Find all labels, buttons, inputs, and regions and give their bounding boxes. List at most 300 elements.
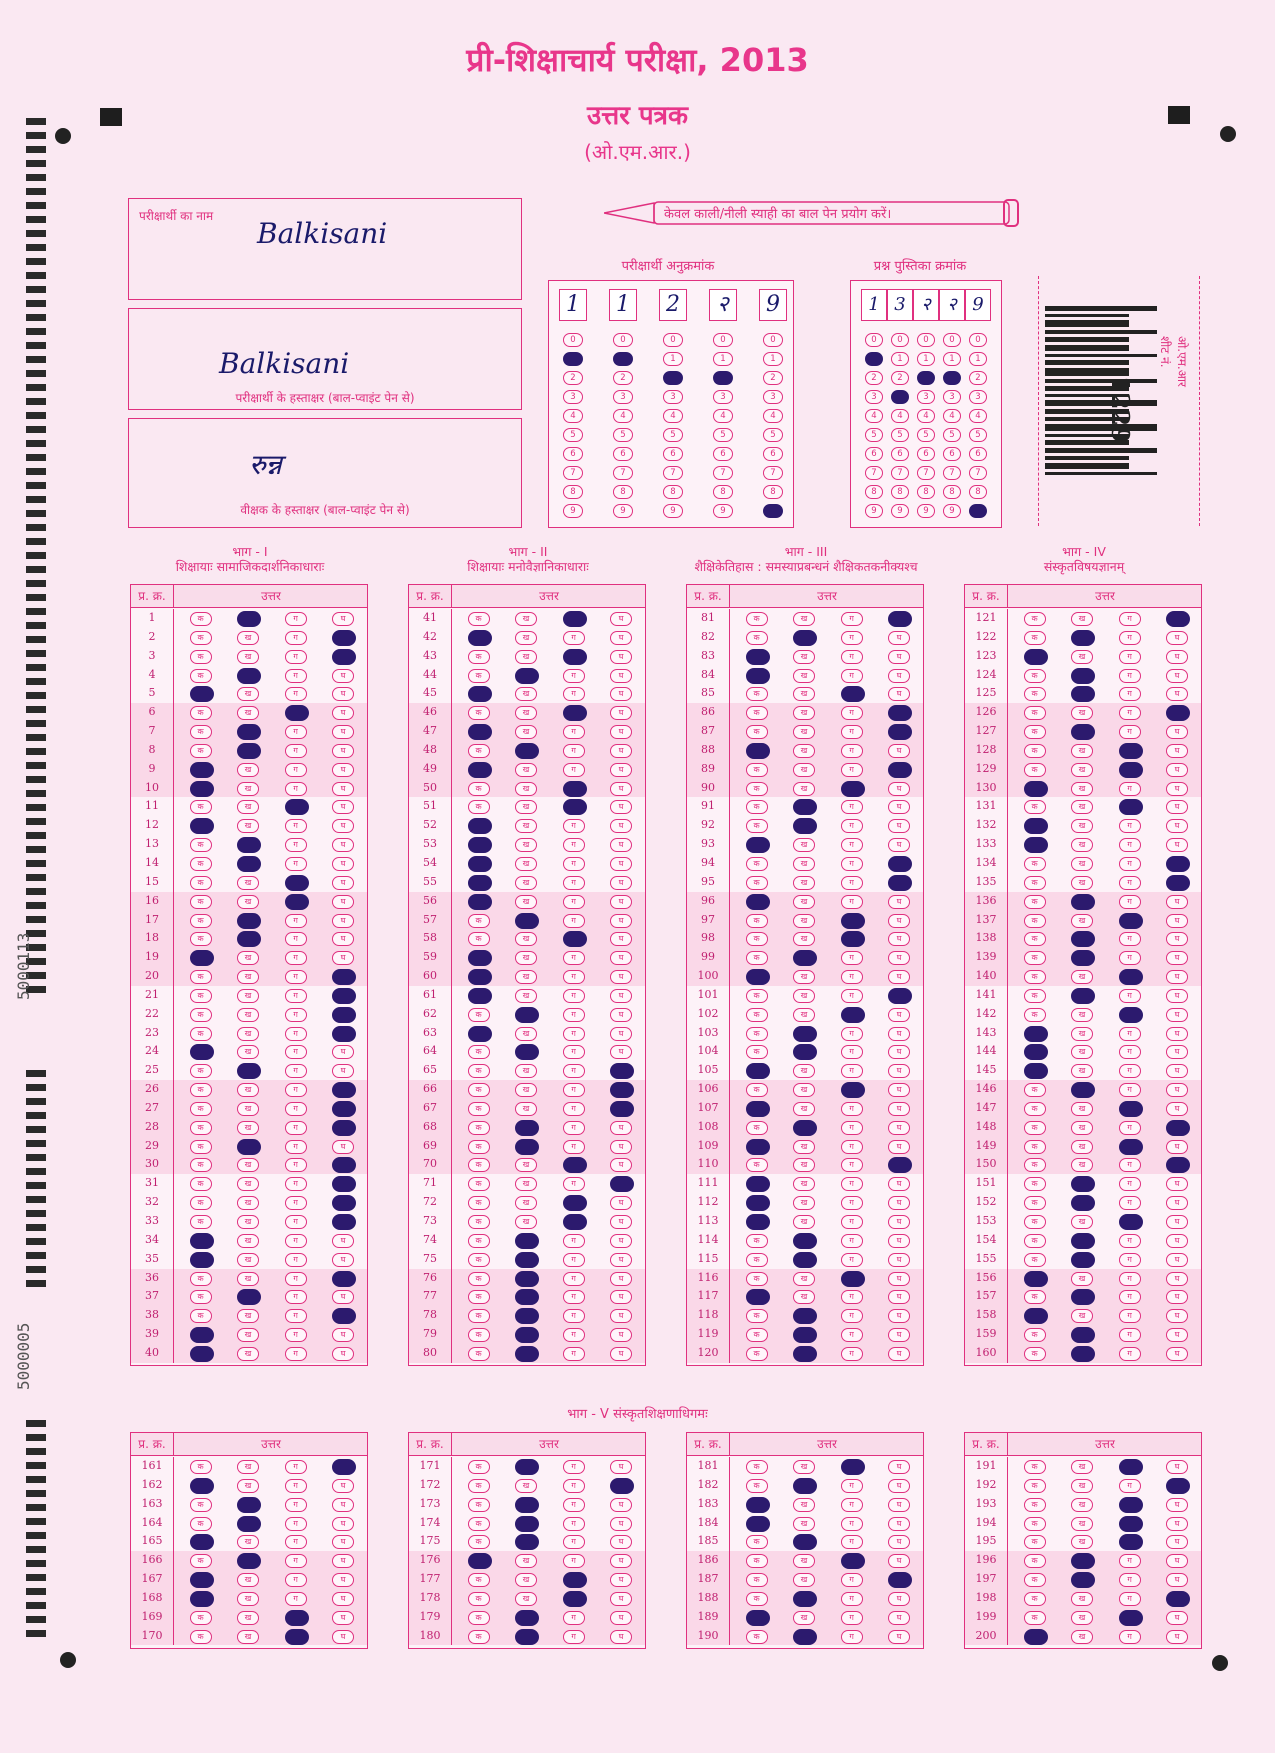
digit-bubble-1[interactable]: 1 (943, 352, 961, 366)
digit-bubble-3[interactable]: 3 (563, 390, 583, 404)
option-bubble-1[interactable]: क (468, 1177, 490, 1191)
option-bubble-4[interactable]: घ (888, 1140, 910, 1154)
option-bubble-3[interactable]: ग (285, 932, 307, 946)
option-bubble-3[interactable]: ग (1119, 895, 1141, 909)
option-bubble-4[interactable]: घ (332, 1573, 354, 1587)
option-bubble-1[interactable]: क (468, 1573, 490, 1587)
option-bubble-1[interactable] (1024, 818, 1048, 834)
option-bubble-3[interactable]: ग (563, 1008, 585, 1022)
option-bubble-1[interactable]: क (190, 914, 212, 928)
digit-bubble-5[interactable]: 5 (613, 428, 633, 442)
option-bubble-4[interactable]: घ (888, 1008, 910, 1022)
option-bubble-2[interactable]: ख (237, 1158, 259, 1172)
option-bubble-4[interactable]: घ (610, 650, 632, 664)
option-bubble-4[interactable]: घ (1166, 1554, 1188, 1568)
option-bubble-3[interactable]: ग (563, 1253, 585, 1267)
digit-bubble-5[interactable]: 5 (891, 428, 909, 442)
option-bubble-4[interactable]: घ (610, 612, 632, 626)
digit-bubble-3[interactable]: 3 (969, 390, 987, 404)
option-bubble-3[interactable]: ग (563, 1027, 585, 1041)
option-bubble-1[interactable]: क (746, 1592, 768, 1606)
option-bubble-4[interactable]: घ (610, 1253, 632, 1267)
option-bubble-1[interactable]: क (1024, 669, 1046, 683)
option-bubble-2[interactable]: ख (1071, 744, 1093, 758)
option-bubble-2[interactable]: ख (515, 725, 537, 739)
option-bubble-3[interactable]: ग (563, 1498, 585, 1512)
option-bubble-2[interactable] (515, 1534, 539, 1550)
option-bubble-3[interactable]: ग (285, 650, 307, 664)
option-bubble-4[interactable]: घ (888, 838, 910, 852)
option-bubble-3[interactable]: ग (1119, 725, 1141, 739)
digit-bubble-1[interactable]: 1 (917, 352, 935, 366)
option-bubble-2[interactable] (515, 1233, 539, 1249)
option-bubble-2[interactable]: ख (1071, 1027, 1093, 1041)
option-bubble-4[interactable]: घ (610, 1045, 632, 1059)
digit-bubble-6[interactable]: 6 (943, 447, 961, 461)
option-bubble-2[interactable]: ख (237, 1008, 259, 1022)
option-bubble-2[interactable] (793, 950, 817, 966)
option-bubble-3[interactable] (1119, 1459, 1143, 1475)
option-bubble-4[interactable]: घ (888, 744, 910, 758)
option-bubble-4[interactable] (1166, 1157, 1190, 1173)
option-bubble-1[interactable]: क (1024, 1234, 1046, 1248)
option-bubble-4[interactable]: घ (332, 612, 354, 626)
option-bubble-1[interactable]: क (190, 1177, 212, 1191)
option-bubble-1[interactable]: क (1024, 1479, 1046, 1493)
digit-bubble-9[interactable]: 9 (943, 504, 961, 518)
option-bubble-3[interactable]: ग (841, 1253, 863, 1267)
option-bubble-2[interactable]: ख (1071, 1479, 1093, 1493)
option-bubble-3[interactable]: ग (841, 650, 863, 664)
option-bubble-3[interactable]: ग (563, 838, 585, 852)
option-bubble-4[interactable] (332, 1459, 356, 1475)
option-bubble-3[interactable]: ग (285, 612, 307, 626)
option-bubble-3[interactable] (563, 1214, 587, 1230)
option-bubble-3[interactable]: ग (563, 895, 585, 909)
option-bubble-1[interactable] (190, 686, 214, 702)
option-bubble-4[interactable]: घ (888, 1309, 910, 1323)
digit-bubble-0[interactable]: 0 (917, 333, 935, 347)
option-bubble-1[interactable]: क (468, 1272, 490, 1286)
digit-bubble-6[interactable]: 6 (713, 447, 733, 461)
option-bubble-3[interactable]: ग (285, 744, 307, 758)
option-bubble-2[interactable]: ख (237, 1272, 259, 1286)
digit-bubble-4[interactable]: 4 (969, 409, 987, 423)
digit-bubble-8[interactable]: 8 (713, 485, 733, 499)
option-bubble-2[interactable]: ख (515, 1215, 537, 1229)
option-bubble-2[interactable]: ख (793, 838, 815, 852)
option-bubble-4[interactable]: घ (610, 932, 632, 946)
option-bubble-4[interactable]: घ (610, 838, 632, 852)
option-bubble-1[interactable]: क (468, 1328, 490, 1342)
option-bubble-1[interactable]: क (1024, 744, 1046, 758)
digit-bubble-0[interactable]: 0 (613, 333, 633, 347)
option-bubble-3[interactable] (285, 875, 309, 891)
option-bubble-1[interactable]: क (190, 1196, 212, 1210)
option-bubble-4[interactable] (332, 1101, 356, 1117)
option-bubble-2[interactable] (793, 1327, 817, 1343)
option-bubble-1[interactable]: क (1024, 763, 1046, 777)
option-bubble-1[interactable] (190, 950, 214, 966)
option-bubble-1[interactable] (468, 837, 492, 853)
option-bubble-1[interactable]: क (468, 1479, 490, 1493)
option-bubble-2[interactable]: ख (237, 819, 259, 833)
option-bubble-2[interactable]: ख (1071, 800, 1093, 814)
option-bubble-4[interactable]: घ (610, 1290, 632, 1304)
option-bubble-1[interactable] (1024, 1629, 1048, 1645)
option-bubble-2[interactable]: ख (1071, 1140, 1093, 1154)
option-bubble-2[interactable]: ख (1071, 876, 1093, 890)
option-bubble-2[interactable]: ख (515, 631, 537, 645)
option-bubble-2[interactable]: ख (237, 1234, 259, 1248)
option-bubble-3[interactable]: ग (841, 1517, 863, 1531)
option-bubble-3[interactable]: ग (1119, 669, 1141, 683)
option-bubble-3[interactable] (563, 931, 587, 947)
option-bubble-2[interactable] (515, 1289, 539, 1305)
option-bubble-2[interactable]: ख (237, 1328, 259, 1342)
option-bubble-4[interactable]: घ (610, 1554, 632, 1568)
option-bubble-2[interactable] (793, 1534, 817, 1550)
option-bubble-1[interactable]: क (468, 1215, 490, 1229)
option-bubble-3[interactable]: ग (563, 857, 585, 871)
option-bubble-4[interactable]: घ (888, 1215, 910, 1229)
option-bubble-2[interactable] (237, 1516, 261, 1532)
option-bubble-2[interactable] (793, 1346, 817, 1362)
option-bubble-3[interactable] (841, 781, 865, 797)
digit-bubble-4[interactable]: 4 (763, 409, 783, 423)
option-bubble-1[interactable] (190, 1591, 214, 1607)
option-bubble-3[interactable] (285, 894, 309, 910)
option-bubble-3[interactable] (1119, 1516, 1143, 1532)
option-bubble-2[interactable]: ख (237, 1196, 259, 1210)
option-bubble-4[interactable]: घ (610, 744, 632, 758)
option-bubble-1[interactable]: क (190, 725, 212, 739)
option-bubble-2[interactable]: ख (515, 1196, 537, 1210)
option-bubble-3[interactable]: ग (1119, 612, 1141, 626)
option-bubble-3[interactable]: ग (1119, 706, 1141, 720)
option-bubble-3[interactable]: ग (1119, 932, 1141, 946)
option-bubble-1[interactable] (746, 649, 770, 665)
option-bubble-3[interactable]: ग (841, 1498, 863, 1512)
option-bubble-1[interactable]: क (190, 1517, 212, 1531)
option-bubble-2[interactable] (237, 1497, 261, 1513)
option-bubble-4[interactable]: घ (332, 1554, 354, 1568)
option-bubble-3[interactable] (285, 1629, 309, 1645)
option-bubble-1[interactable]: क (1024, 1328, 1046, 1342)
option-bubble-1[interactable]: क (468, 1196, 490, 1210)
option-bubble-2[interactable]: ख (515, 1158, 537, 1172)
option-bubble-3[interactable] (841, 1459, 865, 1475)
option-bubble-4[interactable]: घ (332, 1611, 354, 1625)
option-bubble-3[interactable]: ग (285, 1177, 307, 1191)
option-bubble-2[interactable]: ख (237, 1027, 259, 1041)
option-bubble-3[interactable]: ग (563, 1177, 585, 1191)
option-bubble-1[interactable] (190, 1346, 214, 1362)
option-bubble-2[interactable] (515, 1308, 539, 1324)
option-bubble-3[interactable]: ग (841, 895, 863, 909)
option-bubble-4[interactable]: घ (610, 1328, 632, 1342)
option-bubble-2[interactable] (1071, 988, 1095, 1004)
option-bubble-4[interactable]: घ (1166, 1196, 1188, 1210)
option-bubble-1[interactable]: क (468, 1253, 490, 1267)
option-bubble-4[interactable] (332, 1120, 356, 1136)
option-bubble-2[interactable] (793, 630, 817, 646)
option-bubble-4[interactable]: घ (1166, 1064, 1188, 1078)
option-bubble-4[interactable]: घ (1166, 687, 1188, 701)
option-bubble-2[interactable]: ख (237, 1045, 259, 1059)
option-bubble-1[interactable]: क (190, 1121, 212, 1135)
option-bubble-2[interactable]: ख (793, 1102, 815, 1116)
option-bubble-1[interactable]: क (1024, 951, 1046, 965)
option-bubble-2[interactable] (1071, 1233, 1095, 1249)
option-bubble-2[interactable] (237, 668, 261, 684)
option-bubble-4[interactable] (610, 1478, 634, 1494)
option-bubble-4[interactable]: घ (1166, 650, 1188, 664)
option-bubble-4[interactable]: घ (1166, 970, 1188, 984)
option-bubble-3[interactable]: ग (841, 1027, 863, 1041)
option-bubble-3[interactable]: ग (841, 857, 863, 871)
option-bubble-2[interactable]: ख (515, 876, 537, 890)
option-bubble-4[interactable]: घ (332, 838, 354, 852)
digit-bubble-5[interactable]: 5 (713, 428, 733, 442)
option-bubble-3[interactable]: ग (841, 838, 863, 852)
option-bubble-3[interactable]: ग (841, 1177, 863, 1191)
option-bubble-3[interactable]: ग (841, 763, 863, 777)
option-bubble-2[interactable] (515, 1044, 539, 1060)
option-bubble-2[interactable]: ख (515, 612, 537, 626)
option-bubble-1[interactable]: क (1024, 895, 1046, 909)
option-bubble-2[interactable]: ख (1071, 1309, 1093, 1323)
option-bubble-4[interactable]: घ (332, 932, 354, 946)
option-bubble-4[interactable] (888, 724, 912, 740)
option-bubble-3[interactable]: ग (1119, 1479, 1141, 1493)
option-bubble-1[interactable]: क (746, 1253, 768, 1267)
option-bubble-3[interactable] (285, 705, 309, 721)
digit-bubble-0[interactable]: 0 (713, 333, 733, 347)
option-bubble-1[interactable]: क (1024, 1102, 1046, 1116)
option-bubble-1[interactable]: क (468, 1008, 490, 1022)
option-bubble-1[interactable]: क (190, 838, 212, 852)
option-bubble-2[interactable]: ख (793, 1215, 815, 1229)
option-bubble-4[interactable]: घ (1166, 782, 1188, 796)
option-bubble-2[interactable]: ख (793, 895, 815, 909)
digit-bubble-2[interactable]: 2 (891, 371, 909, 385)
option-bubble-3[interactable] (563, 1157, 587, 1173)
digit-bubble-0[interactable]: 0 (943, 333, 961, 347)
option-bubble-1[interactable]: क (190, 744, 212, 758)
option-bubble-4[interactable]: घ (1166, 631, 1188, 645)
option-bubble-2[interactable]: ख (1071, 650, 1093, 664)
option-bubble-3[interactable]: ग (285, 1535, 307, 1549)
option-bubble-4[interactable]: घ (888, 914, 910, 928)
option-bubble-3[interactable]: ग (563, 744, 585, 758)
option-bubble-4[interactable]: घ (1166, 838, 1188, 852)
option-bubble-1[interactable]: क (190, 1290, 212, 1304)
option-bubble-4[interactable]: घ (888, 1460, 910, 1474)
option-bubble-4[interactable]: घ (1166, 744, 1188, 758)
option-bubble-4[interactable]: घ (332, 1234, 354, 1248)
option-bubble-4[interactable] (1166, 1591, 1190, 1607)
option-bubble-2[interactable] (793, 1120, 817, 1136)
option-bubble-4[interactable]: घ (1166, 1347, 1188, 1361)
option-bubble-4[interactable]: घ (610, 1498, 632, 1512)
option-bubble-4[interactable]: घ (1166, 1630, 1188, 1644)
option-bubble-1[interactable]: क (746, 1272, 768, 1286)
digit-bubble-9[interactable] (969, 504, 987, 518)
option-bubble-4[interactable]: घ (332, 876, 354, 890)
option-bubble-1[interactable]: क (1024, 1177, 1046, 1191)
option-bubble-4[interactable]: घ (888, 819, 910, 833)
option-bubble-2[interactable]: ख (1071, 970, 1093, 984)
option-bubble-2[interactable] (793, 1252, 817, 1268)
option-bubble-2[interactable]: ख (1071, 1460, 1093, 1474)
option-bubble-3[interactable] (841, 1271, 865, 1287)
option-bubble-2[interactable]: ख (1071, 1121, 1093, 1135)
option-bubble-4[interactable] (888, 611, 912, 627)
option-bubble-4[interactable]: घ (610, 800, 632, 814)
option-bubble-3[interactable] (1119, 762, 1143, 778)
option-bubble-3[interactable]: ग (841, 1347, 863, 1361)
option-bubble-2[interactable] (515, 1327, 539, 1343)
option-bubble-2[interactable]: ख (515, 838, 537, 852)
option-bubble-1[interactable] (1024, 649, 1048, 665)
option-bubble-3[interactable] (1119, 1007, 1143, 1023)
option-bubble-3[interactable]: ग (1119, 1083, 1141, 1097)
option-bubble-3[interactable]: ग (285, 1008, 307, 1022)
option-bubble-4[interactable]: घ (610, 782, 632, 796)
option-bubble-3[interactable]: ग (1119, 1272, 1141, 1286)
option-bubble-1[interactable]: क (190, 1027, 212, 1041)
option-bubble-2[interactable]: ख (793, 1196, 815, 1210)
option-bubble-3[interactable]: ग (285, 687, 307, 701)
option-bubble-4[interactable] (1166, 1120, 1190, 1136)
option-bubble-3[interactable] (563, 1591, 587, 1607)
option-bubble-3[interactable] (841, 913, 865, 929)
option-bubble-2[interactable]: ख (237, 951, 259, 965)
option-bubble-1[interactable] (468, 988, 492, 1004)
option-bubble-2[interactable]: ख (515, 1064, 537, 1078)
option-bubble-1[interactable]: क (468, 800, 490, 814)
option-bubble-1[interactable]: क (190, 1140, 212, 1154)
digit-bubble-8[interactable]: 8 (891, 485, 909, 499)
option-bubble-4[interactable]: घ (1166, 1309, 1188, 1323)
option-bubble-4[interactable]: घ (1166, 1102, 1188, 1116)
option-bubble-4[interactable] (332, 1007, 356, 1023)
option-bubble-3[interactable]: ग (563, 1083, 585, 1097)
option-bubble-2[interactable] (793, 1478, 817, 1494)
option-bubble-2[interactable]: ख (515, 650, 537, 664)
option-bubble-1[interactable]: क (746, 725, 768, 739)
option-bubble-3[interactable]: ग (1119, 1121, 1141, 1135)
option-bubble-1[interactable]: क (746, 1234, 768, 1248)
option-bubble-3[interactable] (1119, 1139, 1143, 1155)
option-bubble-2[interactable]: ख (237, 1177, 259, 1191)
option-bubble-4[interactable]: घ (610, 1196, 632, 1210)
option-bubble-3[interactable]: ग (1119, 782, 1141, 796)
option-bubble-4[interactable]: घ (888, 1253, 910, 1267)
option-bubble-1[interactable]: क (746, 876, 768, 890)
option-bubble-4[interactable]: घ (610, 631, 632, 645)
digit-bubble-6[interactable]: 6 (865, 447, 883, 461)
option-bubble-3[interactable]: ग (841, 1592, 863, 1606)
option-bubble-4[interactable]: घ (332, 1498, 354, 1512)
option-bubble-1[interactable]: क (190, 1215, 212, 1229)
option-bubble-3[interactable]: ग (563, 914, 585, 928)
digit-bubble-4[interactable]: 4 (891, 409, 909, 423)
option-bubble-2[interactable]: ख (237, 1215, 259, 1229)
option-bubble-2[interactable] (1071, 1327, 1095, 1343)
option-bubble-3[interactable]: ग (285, 763, 307, 777)
option-bubble-1[interactable]: क (746, 1309, 768, 1323)
digit-bubble-6[interactable]: 6 (969, 447, 987, 461)
option-bubble-3[interactable] (563, 1195, 587, 1211)
option-bubble-1[interactable]: क (468, 650, 490, 664)
option-bubble-4[interactable]: घ (1166, 819, 1188, 833)
option-bubble-4[interactable] (332, 1157, 356, 1173)
option-bubble-1[interactable]: क (468, 1140, 490, 1154)
option-bubble-2[interactable]: ख (1071, 1630, 1093, 1644)
option-bubble-2[interactable]: ख (515, 932, 537, 946)
option-bubble-2[interactable]: ख (237, 1535, 259, 1549)
option-bubble-3[interactable]: ग (563, 1309, 585, 1323)
option-bubble-1[interactable]: क (1024, 1083, 1046, 1097)
option-bubble-3[interactable]: ग (841, 819, 863, 833)
option-bubble-2[interactable]: ख (793, 1177, 815, 1191)
option-bubble-1[interactable]: क (468, 1347, 490, 1361)
option-bubble-3[interactable]: ग (563, 1064, 585, 1078)
option-bubble-4[interactable] (1166, 1478, 1190, 1494)
option-bubble-1[interactable] (1024, 1271, 1048, 1287)
option-bubble-2[interactable]: ख (793, 687, 815, 701)
option-bubble-3[interactable] (1119, 1610, 1143, 1626)
option-bubble-1[interactable]: क (1024, 1008, 1046, 1022)
option-bubble-3[interactable]: ग (563, 1234, 585, 1248)
option-bubble-4[interactable]: घ (332, 1630, 354, 1644)
option-bubble-4[interactable] (332, 649, 356, 665)
option-bubble-1[interactable] (190, 1478, 214, 1494)
option-bubble-1[interactable]: क (190, 970, 212, 984)
option-bubble-1[interactable] (190, 1327, 214, 1343)
option-bubble-3[interactable]: ग (841, 1479, 863, 1493)
option-bubble-1[interactable]: क (190, 706, 212, 720)
option-bubble-1[interactable]: क (468, 1592, 490, 1606)
option-bubble-1[interactable]: क (746, 1158, 768, 1172)
option-bubble-3[interactable]: ग (285, 970, 307, 984)
option-bubble-3[interactable]: ग (1119, 1064, 1141, 1078)
option-bubble-3[interactable]: ग (563, 819, 585, 833)
option-bubble-4[interactable]: घ (888, 1177, 910, 1191)
option-bubble-3[interactable] (1119, 799, 1143, 815)
option-bubble-4[interactable]: घ (1166, 1140, 1188, 1154)
option-bubble-2[interactable]: ख (1071, 1611, 1093, 1625)
digit-bubble-6[interactable]: 6 (563, 447, 583, 461)
digit-bubble-4[interactable]: 4 (865, 409, 883, 423)
option-bubble-2[interactable] (1071, 1572, 1095, 1588)
option-bubble-1[interactable] (190, 1233, 214, 1249)
option-bubble-2[interactable] (1071, 1176, 1095, 1192)
digit-bubble-3[interactable]: 3 (865, 390, 883, 404)
option-bubble-4[interactable]: घ (610, 1517, 632, 1531)
option-bubble-3[interactable]: ग (285, 914, 307, 928)
digit-bubble-9[interactable]: 9 (713, 504, 733, 518)
option-bubble-1[interactable]: क (746, 1027, 768, 1041)
option-bubble-3[interactable] (1119, 1214, 1143, 1230)
option-bubble-1[interactable] (1024, 837, 1048, 853)
option-bubble-4[interactable]: घ (332, 1517, 354, 1531)
digit-bubble-5[interactable]: 5 (663, 428, 683, 442)
option-bubble-4[interactable]: घ (888, 1083, 910, 1097)
digit-bubble-7[interactable]: 7 (865, 466, 883, 480)
